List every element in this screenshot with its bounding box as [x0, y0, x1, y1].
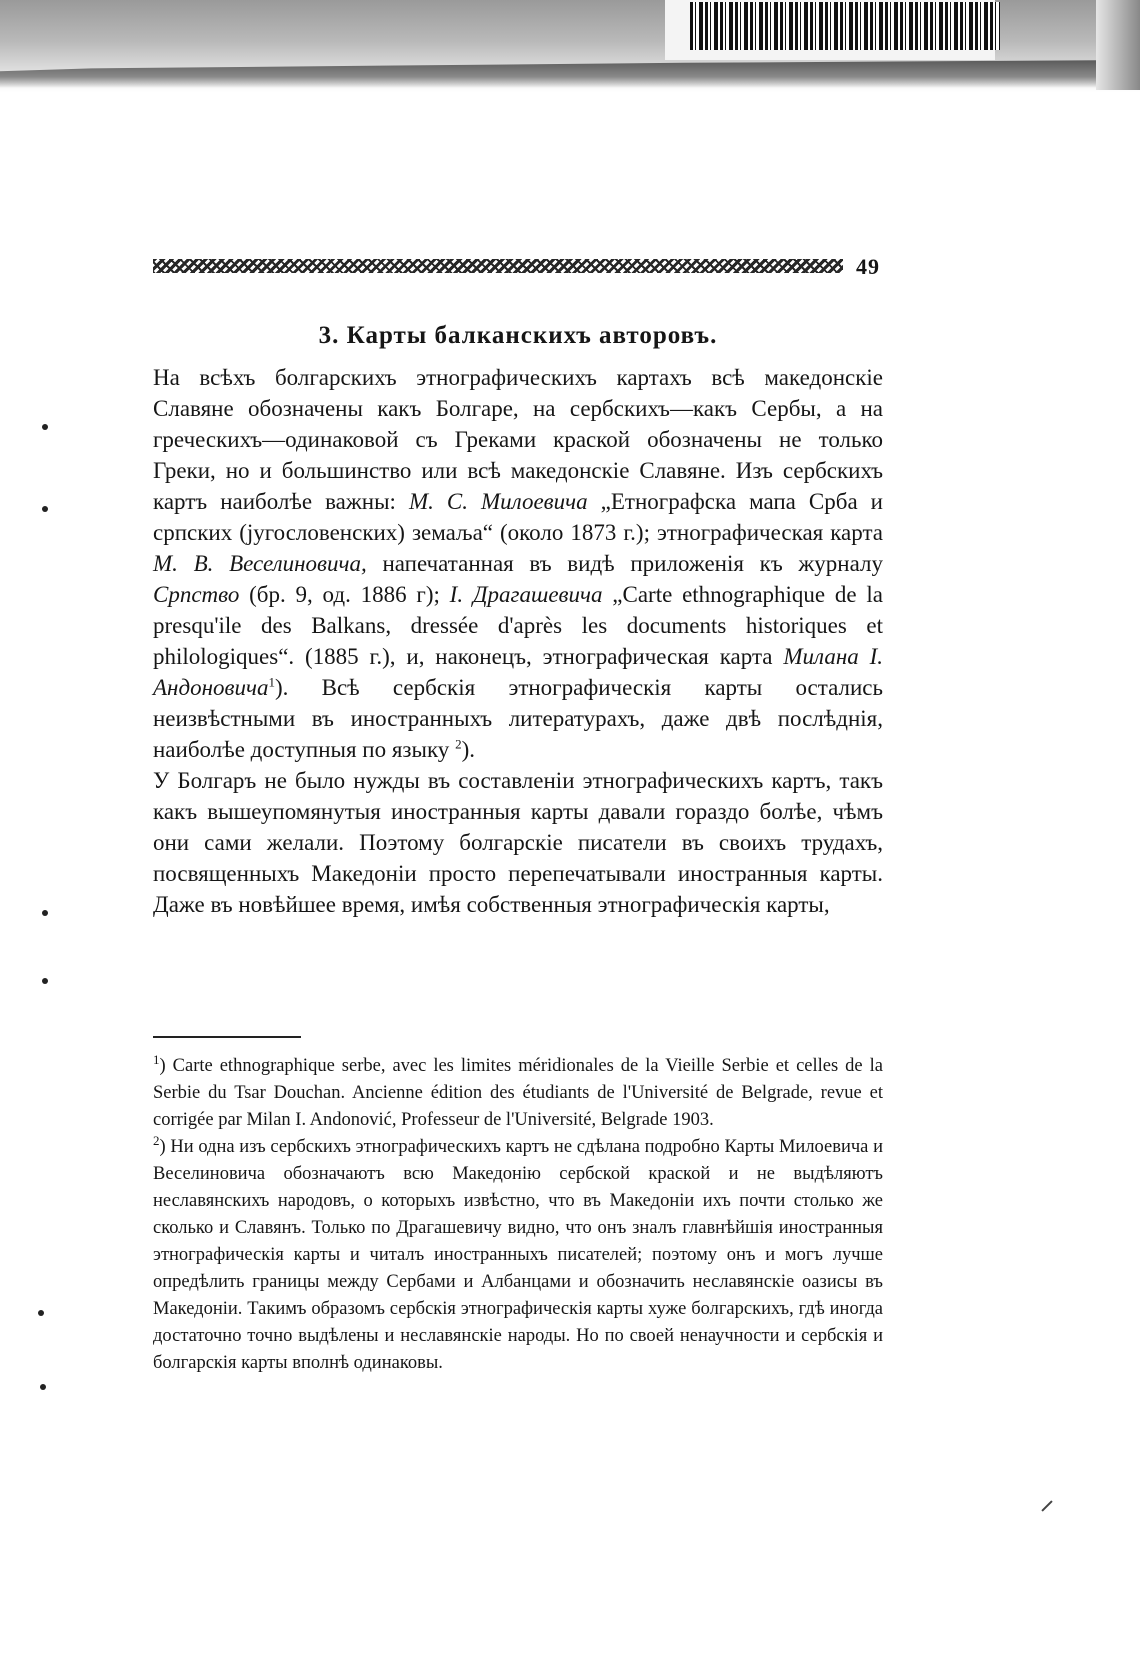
footnote-text: ) Carte ethnographique serbe, avec les limites méridionales de la Vieille Serbie et celles de la Serbie du Tsar Douchan. Ancienne édition des étudiants de l'Université de Belgrade, revue et corrigée par Milan I. Andonović, Professeur de l'Université, Belgrade 1903. [153, 1056, 883, 1130]
paragraph-1 [153, 362, 883, 765]
footnote-mark: 1 [153, 1051, 160, 1067]
text-run: ). Всѣ сербскія этнографическія карты остались неизвѣстными въ иностранныхъ литературахъ, даже двѣ послѣднія, наиболѣе доступныя по языку [153, 675, 883, 762]
margin-mark [38, 1310, 44, 1316]
header-ornament [153, 259, 843, 273]
footnote-divider [153, 1036, 301, 1038]
footnote-1 [153, 1053, 883, 1134]
text-run: ). [461, 737, 475, 762]
page-number: 49 [856, 254, 880, 279]
barcode [690, 2, 1000, 50]
journal-name: Српство [153, 582, 240, 607]
footnote-mark: 2 [153, 1132, 160, 1148]
margin-mark [42, 910, 48, 916]
footnotes [153, 1053, 883, 1377]
text-run: „Carte ethnographique de la presqu'ile des Balkans, dressée d'après les documents historiques et philologiques“. (1885 г.), и, наконецъ, этнографическая карта [153, 582, 884, 669]
margin-mark [42, 978, 48, 984]
scan-fold-shadow [0, 60, 1140, 88]
author-name: М. В. Веселиновича, [153, 551, 367, 576]
text-run: (бр. 9, од. 1886 г); [239, 582, 450, 607]
margin-mark [42, 424, 48, 430]
paragraph-2: У Болгаръ не было нужды въ составленіи этнографическихъ картъ, такъ какъ вышеупомянутыя иностранныя карты давали гораздо болѣе, чѣмъ они сами желали. Поэтому болгарскіе писатели въ своихъ трудахъ, посвященныхъ Македоніи просто перепечатывали иностранныя карты. Даже въ новѣйшее время, имѣя собственныя этнографическія карты, [153, 768, 883, 917]
scan-mark [1041, 1500, 1052, 1511]
author-name: Милана I. Андоновича [153, 644, 883, 700]
footnote-ref-2[interactable]: 2 [455, 736, 462, 752]
author-name: М. С. Милоевича [408, 489, 588, 514]
author-name: I. Драгашевича [449, 582, 603, 607]
main-text [153, 362, 883, 920]
margin-mark [42, 506, 48, 512]
margin-mark [40, 1384, 46, 1390]
footnote-ref-1[interactable]: 1 [268, 674, 275, 690]
text-run: На всѣхъ болгарскихъ этнографическихъ картахъ всѣ македонскіе Славяне обозначены какъ Болгаре, на сербскихъ—какъ Сербы, а на греческихъ—одинаковой съ Греками краской обозначены не только Греки, но и большинство или всѣ македонскіе Славяне. Изъ сербскихъ картъ наиболѣе важны: [153, 365, 883, 514]
scan-right-shadow [1096, 0, 1140, 90]
footnote-text: ) Ни одна изъ сербскихъ этнографическихъ картъ не сдѣлана подробно Карты Милоевича и Веселиновича обозначаютъ всю Македонію сербской краской и не выдѣляютъ неславянскихъ народовъ, о которыхъ извѣстно, что въ Македоніи ихъ почти столько же сколько и Славянъ. Только по Драгашевичу видно, что онъ зналъ главнѣйшія иностранныя этнографическія карты и читалъ иностранныхъ писателей; поэтому онъ и могъ лучше опредѣлить границы между Сербами и Албанцами и обозначить неславянскіе оазисы въ Македоніи. Такимъ образомъ сербскія этнографическія карты хуже болгарскихъ, гдѣ иногда достаточно точно выдѣлены и неславянскіе народы. Но по своей ненаучности и сербскія и болгарскія карты вполнѣ одинаковы. [153, 1137, 883, 1373]
section-heading: 3. Карты балканскихъ авторовъ. [318, 322, 718, 349]
text-run: напечатанная въ видѣ приложенія къ журналу [366, 551, 883, 576]
footnote-2 [153, 1134, 883, 1377]
scan-edge-shadow [0, 0, 1140, 92]
text-run: „Етнографска мапа Срба и српских (југословенских) земаља“ (около 1873 г.); этнографическая карта [153, 489, 883, 545]
